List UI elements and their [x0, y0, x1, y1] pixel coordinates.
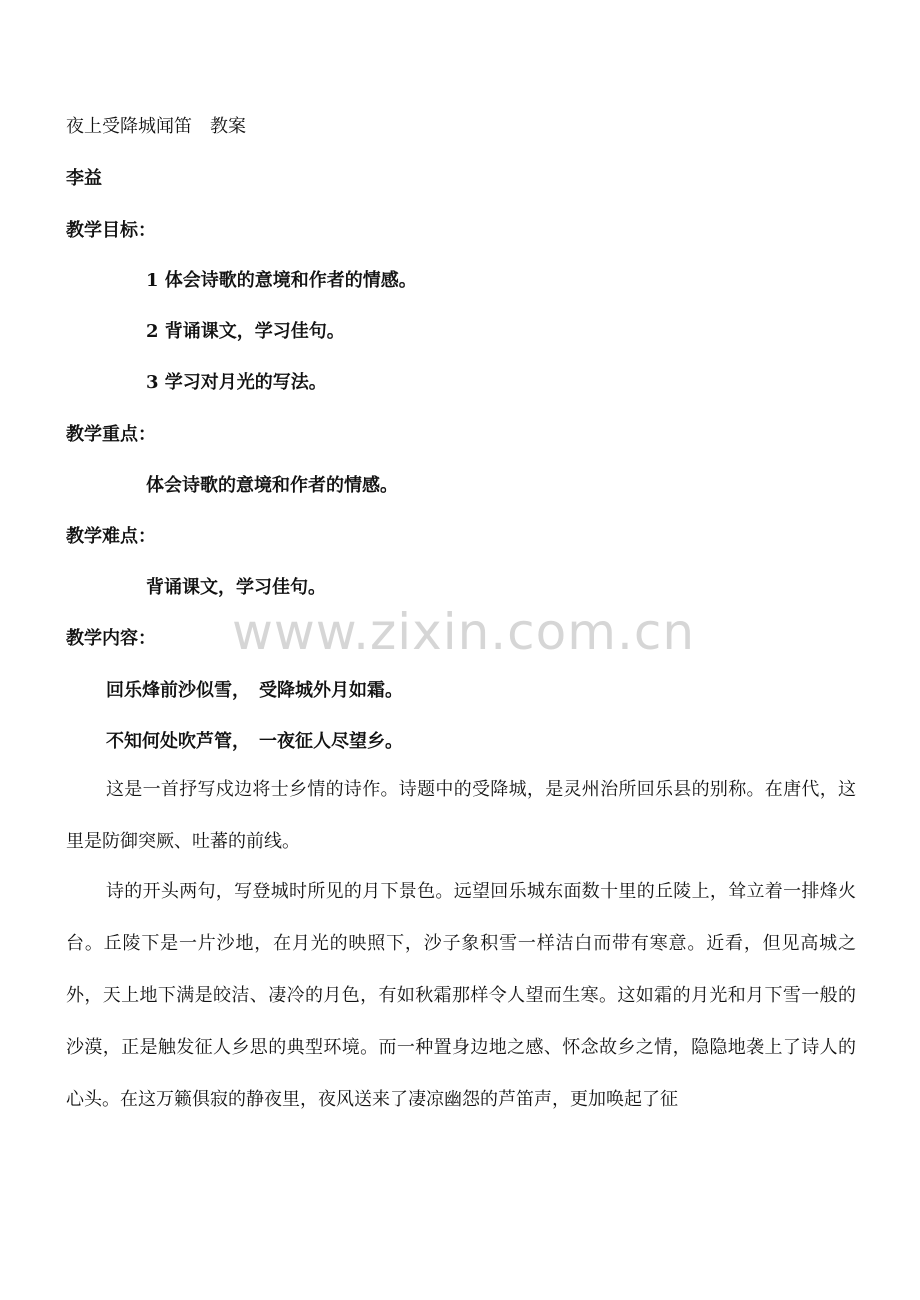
objective-item: 1 体会诗歌的意境和作者的情感。	[146, 270, 417, 291]
key-point-heading: 教学重点：	[66, 424, 156, 445]
poem-line: 不知何处吹芦管， 一夜征人尽望乡。	[106, 731, 403, 752]
content-heading: 教学内容：	[66, 628, 156, 649]
body-paragraph: 诗的开头两句，写登城时所见的月下景色。远望回乐城东面数十里的丘陵上，耸立着一排烽火台。丘陵下是一片沙地，在月光的映照下，沙子象积雪一样洁白而带有寒意。近看，但见高城之外，天上地下满是皎洁、凄冷的月色，有如秋霜那样令人望而生寒。这如霜的月光和月下雪一般的沙漠，正是触发征人乡思的典型环境。而一种置身边地之感、怀念故乡之情，隐隐地袭上了诗人的心头。在这万籁俱寂的静夜里，夜风送来了凄凉幽怨的芦笛声，更加唤起了征	[66, 881, 856, 1110]
author-name: 李益	[66, 168, 102, 189]
body-paragraph: 这是一首抒写戍边将士乡情的诗作。诗题中的受降城，是灵州治所回乐县的别称。在唐代，这里是防御突厥、吐蕃的前线。	[66, 779, 856, 852]
difficulty-heading: 教学难点：	[66, 526, 156, 547]
objective-item: 3 学习对月光的写法。	[146, 372, 327, 393]
difficulty-text: 背诵课文，学习佳句。	[146, 577, 326, 598]
objectives-heading: 教学目标：	[66, 220, 156, 241]
poem-line: 回乐烽前沙似雪， 受降城外月如霜。	[106, 680, 403, 701]
key-point-text: 体会诗歌的意境和作者的情感。	[146, 475, 398, 496]
objective-item: 2 背诵课文，学习佳句。	[146, 321, 345, 342]
document-title: 夜上受降城闻笛 教案	[66, 116, 246, 137]
watermark-text: www.zixin.com.cn	[232, 603, 696, 661]
